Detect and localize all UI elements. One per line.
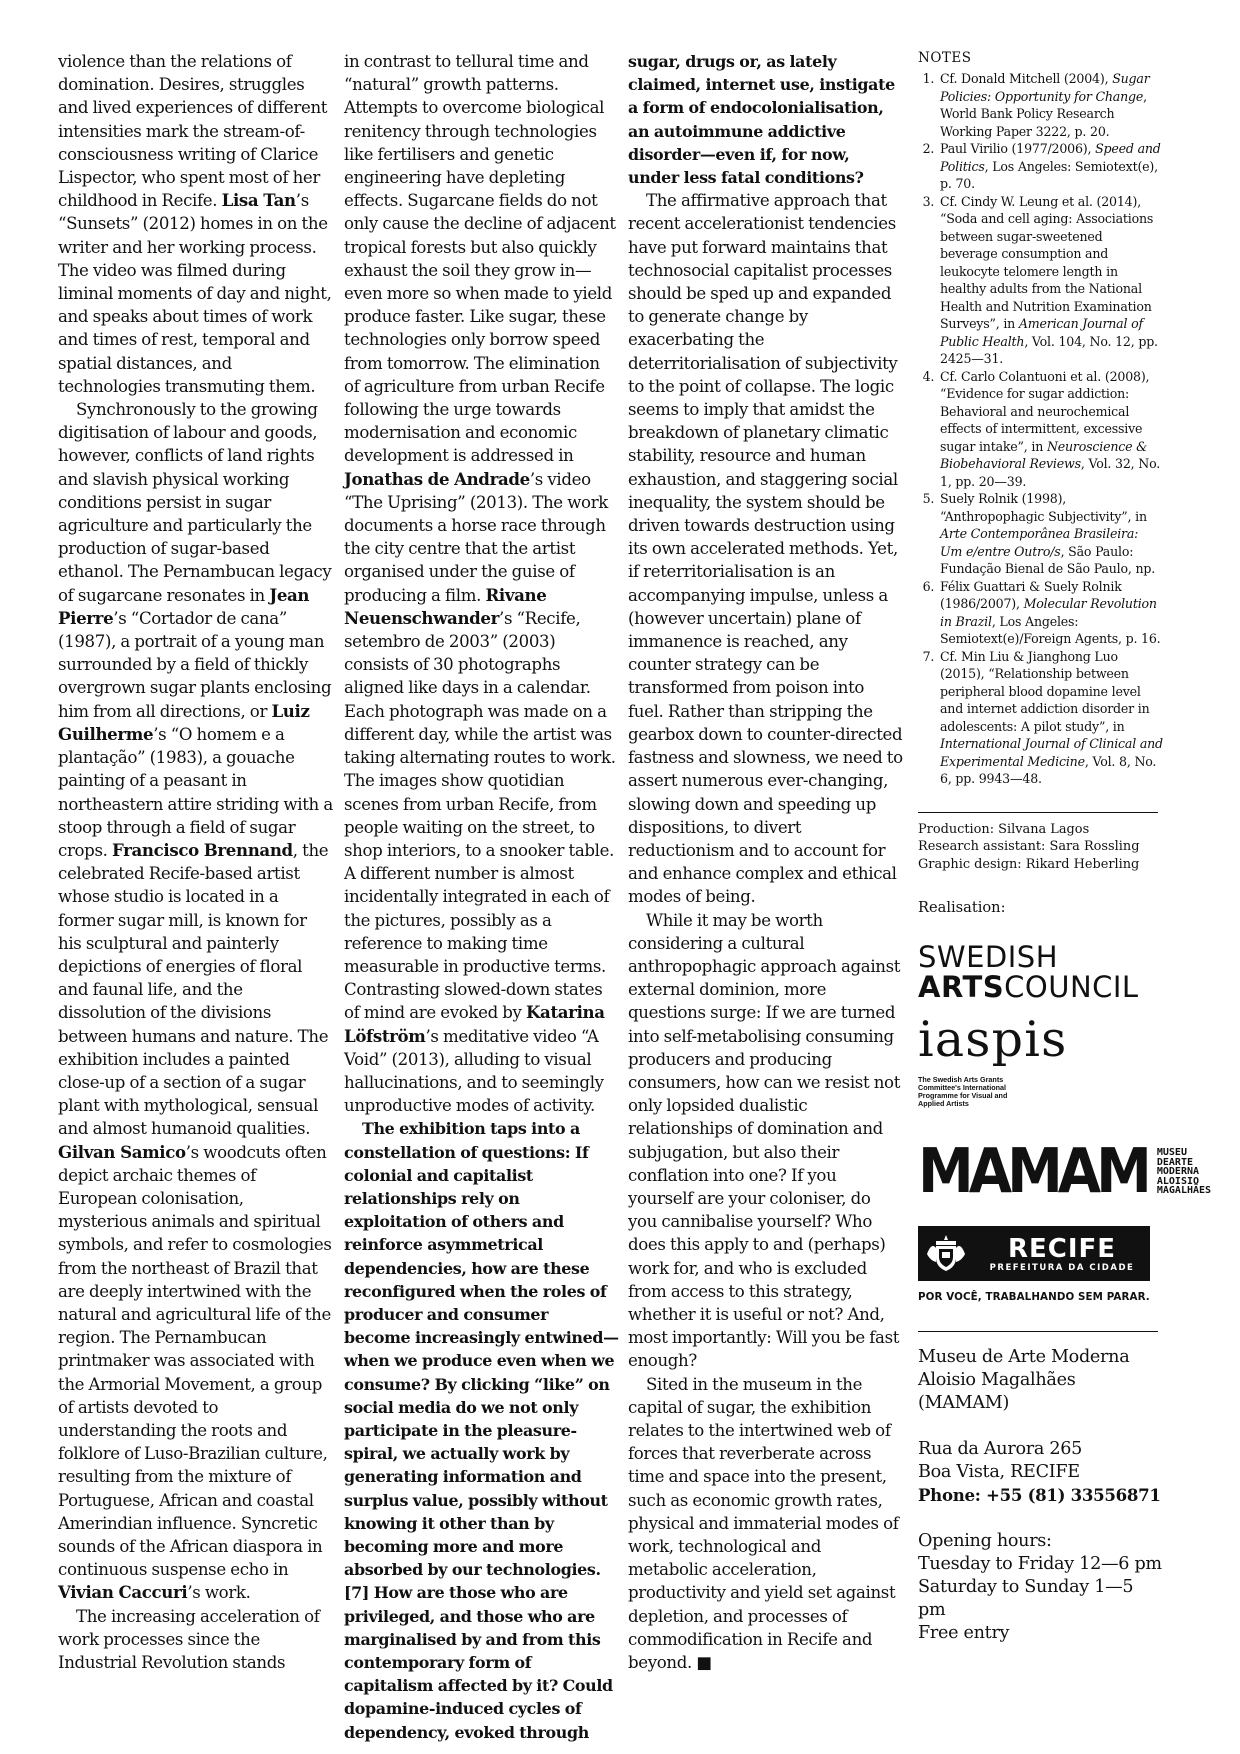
artist-name: Katarina Löfström xyxy=(344,1002,605,1046)
credits: Production: Silvana Lagos Research assistant: Sara Rossling Graphic design: Rikard Heberling xyxy=(918,821,1140,872)
note-item: 3. Cf. Cindy W. Leung et al. (2014), “Soda and cell aging: Associations between sugar-sweetened beverage consumption and leukocyte telomere length in healthy adults from the National Health and Nutrition Examination Surveys”, in American Journal of Public Health, Vol. 104, No. 12, pp. 2425—31. xyxy=(938,193,1163,368)
paragraph: The increasing acceleration of work processes since the Industrial Revolution stands xyxy=(58,1606,320,1673)
paragraph: in contrast to tellural time and “natural” growth patterns. Attempts to overcome biological renitency through technologies like fertilisers and genetic engineering have depleting effects. Sugarcane fields do not only cause the decline of adjacent tropical forests but also quickly exhaust the soil they grow in—even more so when made to yield produce faster. Like sugar, these technologies only borrow speed from tomorrow. The elimination of agriculture from urban Recife following the urge towards modernisation and economic development is addressed in Jonathas de Andrade’s video “The Uprising” (2013). The work documents a horse race through the city centre that the artist organised under the guise of producing a film. Rivane Neuenschwander’s “Recife, setembro de 2003” (2003) consists of 30 photographs aligned like days in a calendar. Each photograph was made on a different day, while the artist was taking alternating routes to work. The images show quotidian scenes from urban Recife, from people waiting on the street, to shop interiors, to a snooker table. A different number is almost incidentally integrated in each of the pictures, possibly as a reference to making time measurable in productive terms. Contrasting slowed-down states of mind are evoked by Katarina Löfström’s meditative video “A Void” (2013), alluding to visual hallucinations, and to seemingly unproductive modes of activity. xyxy=(344,52,616,1116)
artist-name: Vivian Caccuri xyxy=(58,1582,188,1603)
artist-name: Rivane Neuenschwander xyxy=(344,584,547,628)
artist-name: Jean Pierre xyxy=(58,584,310,628)
coat-of-arms-icon xyxy=(918,1226,974,1281)
note-item: 6. Félix Guattari & Suely Rolnik (1986/2007), Molecular Revolution in Brazil, Los Angeles: Semiotext(e)/Foreign Agents, p. 16. xyxy=(938,578,1163,648)
artist-name: Luiz Guilherme xyxy=(58,700,310,744)
artist-name: Lisa Tan xyxy=(221,190,296,211)
paragraph: Synchronously to the growing digitisation of labour and goods, however, conflicts of land rights and slavish physical working conditions persist in sugar agriculture and particularly the production of sugar-based ethanol. The Pernambucan legacy of sugarcane resonates in Jean Pierre’s “Cortador de cana” (1987), a portrait of a young man surrounded by a field of thickly overgrown sugar plants enclosing him from all directions, or Luiz Guilherme’s “O homem e a plantação” (1983), a gouache painting of a peasant in northeastern attire striding with a stoop through a field of sugar crops. Francisco Brennand, the celebrated Recife-based artist whose studio is located in a former sugar mill, is known for his sculptural and painterly depictions of energies of floral and faunal life, and the dissolution of the divisions between humans and nature. The exhibition includes a painted close-up of a section of a sugar plant with mythological, sensual and almost humanoid qualities. Gilvan Samico’s woodcuts often depict archaic themes of European colonisation, mysterious animals and spiritual symbols, and refer to cosmologies from the northeast of Brazil that are deeply intertwined with the natural and agricultural life of the region. The Pernambucan printmaker was associated with the Armorial Movement, a group of artists devoted to understanding the roots and folklore of Luso-Brazilian culture, resulting from the mixture of Portuguese, African and coastal Amerindian influence. Syncretic sounds of the African diaspora in continuous suspense echo in Vivian Caccuri’s work. xyxy=(58,400,333,1603)
note-item: 7. Cf. Min Liu & Jianghong Luo (2015), “Relationship between peripheral blood dopamine level and internet addiction disorder in adolescents: A pilot study”, in International Journal of Clinical and Experimental Medicine, Vol. 8, No. 6, pp. 9943—48. xyxy=(938,648,1163,788)
paragraph: The affirmative approach that recent accelerationist tendencies have put forward maintains that technosocial capitalist processes should be sped up and expanded to generate change by exacerbating the deterritorialisation of subjectivity to the point of collapse. The logic seems to imply that amidst the breakdown of planetary climatic stability, resource and human exhaustion, and staggering social inequality, the system should be driven towards destruction using its own accelerated methods. Yet, if reterritorialisation is an accompanying impulse, unless a (however uncertain) plane of immanence is reached, any counter strategy can be transformed from poison into fuel. Rather than stripping the gearbox down to counter-directed fastness and slowness, we need to assert numerous ever-changing, slowing down and speeding up dispositions, to divert reductionism and to account for and enhance complex and ethical modes of being. xyxy=(628,191,903,907)
artist-name: Jonathas de Andrade xyxy=(344,468,530,489)
bold-paragraph: The exhibition taps into a constellation of questions: If colonial and capitalist relationships rely on exploitation of others and reinforce asymmetrical dependencies, how are these reconfigured when the roles of producer and consumer become increasingly entwined—when we produce even when we consume? By clicking “like” on social media do we not only participate in the pleasure-spiral, we actually work by generating information and surplus value, possibly without knowing it other than by becoming more and more absorbed by our technologies.[7] How are those who are privileged, and those who are marginalised by and from this contemporary form of capitalism affected by it? Could dopamine-induced cycles of dependency, evoked through xyxy=(344,1119,619,1742)
notes-list xyxy=(918,70,1163,788)
column-3 xyxy=(628,50,903,1674)
recife-logo: RECIFE PREFEITURA DA CIDADE POR VOCÊ, TRABALHANDO SEM PARAR. xyxy=(918,1226,1163,1303)
column-2 xyxy=(344,50,619,1744)
realisation-label: Realisation: xyxy=(918,899,1006,916)
note-item: 5. Suely Rolnik (1998), “Anthropophagic Subjectivity”, in Arte Contemporânea Brasileira: Um e/entre Outro/s, São Paulo: Fundação Bienal de São Paulo, np. xyxy=(938,490,1163,578)
bold-paragraph: sugar, drugs or, as lately claimed, internet use, instigate a form of endocolonialisation, an autoimmune addictive disorder—even if, for now, under less fatal conditions? xyxy=(628,52,895,188)
divider xyxy=(918,812,1158,813)
artist-name: Francisco Brennand xyxy=(111,839,293,860)
note-item: 1. Cf. Donald Mitchell (2004), Sugar Policies: Opportunity for Change, World Bank Policy Research Working Paper 3222, p. 20. xyxy=(938,70,1163,140)
phone: Phone: +55 (81) 33556871 xyxy=(918,1485,1161,1505)
museum-info: Museu de Arte Moderna Aloisio Magalhães (MAMAM) Rua da Aurora 265 Boa Vista, RECIFE Phone: +55 (81) 33556871 Opening hours: Tuesday to Friday 12—6 pm Saturday to Sunday 1—5 pm Free entry xyxy=(918,1347,1162,1643)
note-item: 2. Paul Virilio (1977/2006), Speed and Politics, Los Angeles: Semiotext(e), p. 70. xyxy=(938,140,1163,193)
notes-title: NOTES xyxy=(918,50,972,66)
paragraph: While it may be worth considering a cultural anthropophagic approach against external dominion, more questions surge: If we are turned into self-metabolising consuming producers and producing consumers, how can we resist not only lopsided dualistic relationships of domination and subjugation, but also their conflation into one? If you yourself are your coloniser, do you cannibalise yourself? Who does this apply to and (perhaps) work for, and who is excluded from access to this strategy, whether it is useful or not? And, most importantly: Will you be fast enough? xyxy=(628,910,901,1371)
mamam-logo: MAMAM MUSEU DEARTE MODERNA ALOISIO MAGALHÃES xyxy=(918,1135,1212,1208)
artist-name: Gilvan Samico xyxy=(58,1141,186,1162)
swedish-arts-council-logo: SWEDISH ARTSCOUNCIL xyxy=(918,940,1139,1004)
paragraph: violence than the relations of domination. Desires, struggles and lived experiences of different intensities mark the stream-of-consciousness writing of Clarice Lispector, who spent most of her childhood in Recife. Lisa Tan’s “Sunsets” (2012) homes in on the writer and her working process. The video was filmed during liminal moments of day and night, and speaks about times of work and times of rest, temporal and spatial distances, and technologies transmuting them. xyxy=(58,52,332,396)
divider xyxy=(918,1331,1158,1332)
column-1 xyxy=(58,50,333,1674)
end-mark: ■ xyxy=(696,1653,712,1673)
paragraph: Sited in the museum in the capital of sugar, the exhibition relates to the intertwined web of forces that reverberate across time and space into the present, such as economic growth rates, physical and immaterial modes of work, technological and metabolic acceleration, productivity and yield set against depletion, and processes of commodification in Recife and beyond. ■ xyxy=(628,1374,899,1673)
iaspis-logo: iaspis The Swedish Arts Grants Committee's International Programme for Visual and Applied Artists xyxy=(918,1011,1068,1108)
sidebar-column xyxy=(918,50,1212,1645)
note-item: 4. Cf. Carlo Colantuoni et al. (2008), “Evidence for sugar addiction: Behavioral and neurochemical effects of intermittent, excessive sugar intake”, in Neuroscience & Biobehavioral Reviews, Vol. 32, No. 1, pp. 20—39. xyxy=(938,368,1163,491)
